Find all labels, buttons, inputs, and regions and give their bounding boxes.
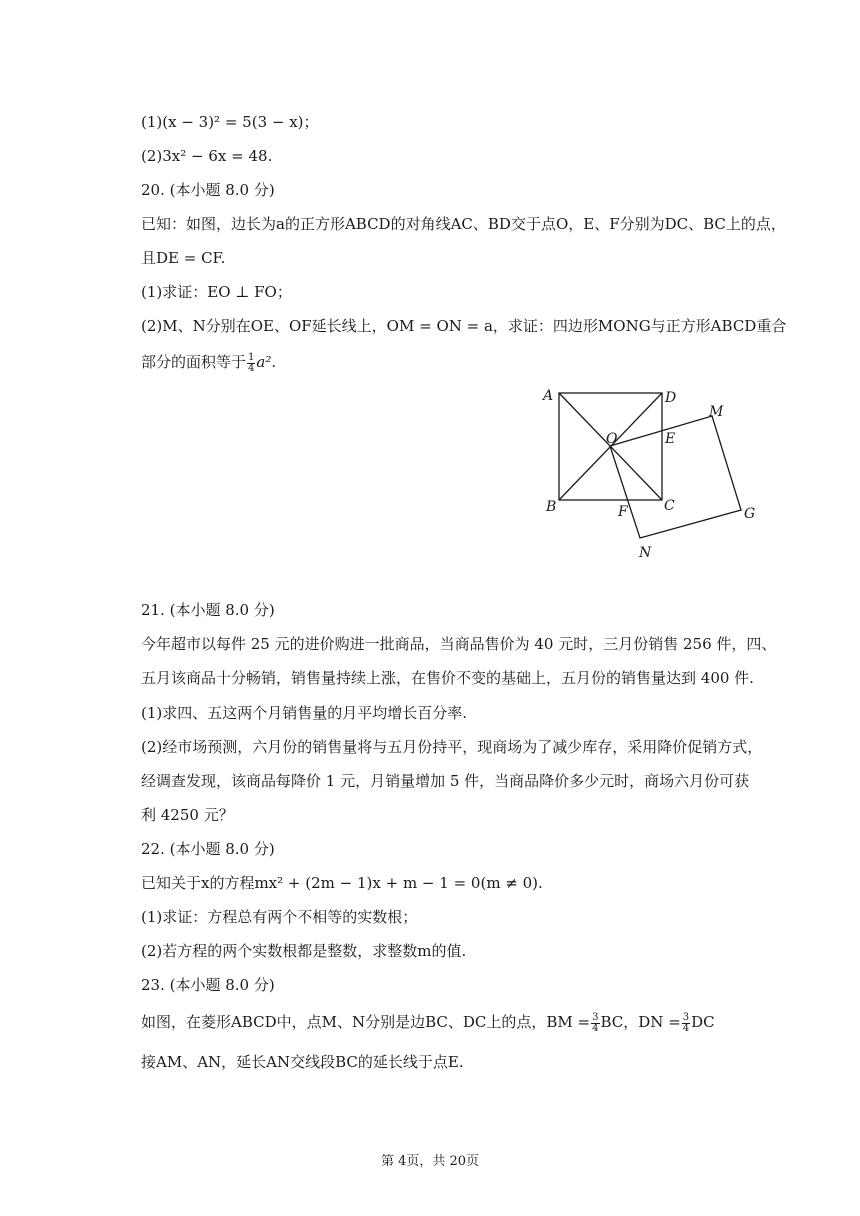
problem-21-heading: 21. (本小题 8.0 分) (141, 601, 275, 619)
problem-21-part-2: (2)经市场预测，六月份的销售量将与五月份持平，现商场为了减少库存，采用降价促销方式， (141, 738, 763, 756)
a-squared: a². (256, 353, 277, 371)
problem-20-part-1: (1)求证：EO ⊥ FO； (141, 283, 292, 301)
fraction-three-quarters-2: $\frac{3}{4}$ (682, 1011, 690, 1034)
label-c: C (664, 498, 675, 514)
problem-19-part-1: (1)(x − 3)² = 5(3 − x)； (141, 113, 319, 131)
problem-21-part-2-cont: 经调查发现，该商品每降价 1 元，月销量增加 5 件，当商品降价多少元时，商场六月份可获 (141, 772, 750, 790)
label-o: O (606, 431, 618, 447)
problem-23-heading: 23. (本小题 8.0 分) (141, 976, 275, 994)
problem-20-part-2-cont (141, 352, 755, 374)
label-g: G (744, 506, 756, 522)
fraction-three-quarters-1: $\frac{3}{4}$ (592, 1011, 599, 1034)
label-a: A (543, 388, 554, 404)
fraction-one-quarter: $\frac{1}{4}$ (248, 351, 255, 374)
label-f: F (618, 504, 628, 520)
label-m: M (709, 404, 724, 420)
area-text: 部分的面积等于 (141, 353, 247, 371)
page-footer: 第 4页，共 20页 (380, 1154, 480, 1169)
problem-22-statement: 已知关于x的方程mx² + (2m − 1)x + m − 1 = 0(m ≠ 0). (141, 874, 543, 892)
problem-21-statement-cont: 五月该商品十分畅销，销售量持续上涨，在售价不变的基础上，五月份的销售量达到 400 件. (141, 669, 754, 687)
problem-22-heading: 22. (本小题 8.0 分) (141, 840, 275, 858)
problem-20-statement-cont: 且DE = CF. (141, 249, 226, 267)
problem-23-statement-cont: 接AM、AN，延长AN交线段BC的延长线于点E. (141, 1053, 464, 1071)
problem-19-part-2: (2)3x² − 6x = 48. (141, 147, 273, 165)
problem-22-part-1: (1)求证：方程总有两个不相等的实数根； (141, 908, 418, 926)
label-b: B (546, 499, 557, 515)
problem-22-part-2: (2)若方程的两个实数根都是整数，求整数m的值. (141, 942, 467, 960)
statement-text-2: BC，DN = (600, 1013, 681, 1031)
problem-20-heading: 20. (本小题 8.0 分) (141, 181, 275, 199)
problem-21-part-2-end: 利 4250 元？ (141, 806, 234, 824)
quadrilateral-mong (610, 416, 741, 538)
problem-21-statement: 今年超市以每件 25 元的进价购进一批商品，当商品售价为 40 元时，三月份销售 256 件，四、 (141, 635, 777, 653)
square-figure (530, 380, 770, 565)
problem-20-statement: 已知：如图，边长为a的正方形ABCD的对角线AC、BD交于点O，E、F分别为DC、BC上的点， (141, 215, 786, 233)
statement-text-1: 如图，在菱形ABCD中，点M、N分别是边BC、DC上的点，BM = (141, 1013, 591, 1031)
statement-text-3: DC (691, 1013, 715, 1031)
label-e: E (665, 431, 676, 447)
problem-23-statement (141, 1012, 755, 1034)
label-d: D (665, 390, 677, 406)
problem-20-part-2: (2)M、N分别在OE、OF延长线上，OM = ON = a，求证：四边形MONG与正方形ABCD重合 (141, 317, 787, 335)
problem-21-part-1: (1)求四、五这两个月销售量的月平均增长百分率. (141, 704, 468, 722)
label-n: N (639, 545, 652, 561)
